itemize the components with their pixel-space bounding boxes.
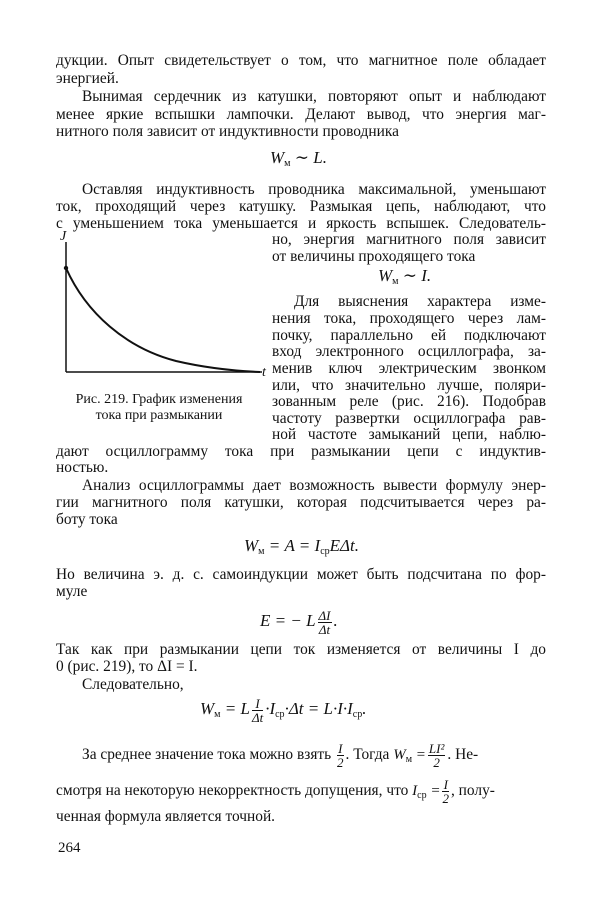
text-line: зованным реле (рис. 216). Подобрав: [272, 393, 546, 410]
text-line: Следовательно,: [82, 676, 184, 693]
text-fragment: За среднее значение тока можно взять: [82, 746, 332, 763]
text-line: ностью.: [56, 459, 109, 476]
text-line: нения тока, проходящего через лам-: [272, 310, 546, 327]
text-line-with-formula: [82, 740, 546, 770]
figure-caption-line: Рис. 219. График изменения: [75, 392, 243, 407]
figure-caption-line: тока при размыкании: [95, 408, 223, 423]
text-line: энергией.: [56, 70, 119, 87]
text-line: ченная формула является точной.: [56, 808, 276, 825]
formula-energy-vs-current: $W_м$ ∼ I.: [378, 266, 432, 287]
text-line: менив ключ электрическим звонком: [272, 360, 546, 377]
initial-current-point: [64, 266, 68, 270]
text-line: или, что значительно лучше, поляри-: [272, 377, 546, 394]
formula-work-of-current: $W_м = A = I_{ср}E\Delta t$.: [244, 536, 359, 557]
text-line: 0 (рис. 219), то ΔI = I.: [56, 658, 198, 675]
text-line: вход электронного осциллографа, за-: [272, 343, 546, 360]
text-line: дукции. Опыт свидетельствует о том, что магнитное поле обладает: [56, 52, 546, 69]
text-line: муле: [56, 583, 88, 600]
text-line: Так как при размыкании цепи ток изменяется от величины I до: [56, 641, 546, 658]
formula-derivation: $W_м = L$ $\frac{I}{\Delta t}$ $\cdot I_{ср}\cdot\Delta t = L\cdot I\cdot I_{ср}$.: [200, 695, 367, 725]
inline-formula-average-current: $I_{ср}$ = $\frac{I}{2}$: [412, 777, 449, 807]
inline-formula-half-current: $\frac{I}{2}$: [337, 741, 344, 771]
text-line: менее яркие вспышки лампочки. Делают вывод, что энергия маг-: [56, 106, 546, 123]
text-line: Для выяснения характера изме-: [294, 293, 546, 310]
text-line: дают осциллограмму тока при размыкании цепи с индуктив-: [56, 443, 546, 460]
text-line: с уменьшением тока уменьшается и яркость вспышек. Следователь-: [56, 215, 546, 232]
text-line: нитного поля зависит от индуктивности проводника: [56, 123, 399, 140]
text-line: почку, параллельно ей подключают: [272, 327, 546, 344]
text-line: Оставляя индуктивность проводника максимальной, уменьшают: [82, 181, 546, 198]
text-line: частоту развертки осциллографа рав-: [272, 410, 546, 427]
text-line: Анализ осциллограммы дает возможность вывести формулу энер-: [82, 477, 546, 494]
text-line: от величины проходящего тока: [272, 248, 476, 265]
page-number: 264: [58, 840, 81, 856]
current-decay-curve: [66, 268, 260, 372]
text-fragment: . Не-: [447, 746, 479, 763]
text-line: ной частоте замыканий цепи, наблю-: [272, 426, 546, 443]
current-decay-graph: [56, 228, 272, 378]
text-line-with-formula: [56, 776, 546, 806]
inline-formula-energy: $W_м$ = $\frac{\text{LI²}}{2}$: [393, 741, 445, 771]
formula-energy-vs-inductance: $W_м$ ∼ L.: [270, 148, 327, 169]
text-line: гии магнитного поля катушки, которая подсчитывается через ра-: [56, 494, 546, 511]
text-fragment: смотря на некоторую некорректность допущения, что: [56, 782, 409, 799]
text-line: но, энергия магнитного поля зависит: [272, 231, 546, 248]
text-line: ток, проходящий через катушку. Размыкая цепь, наблюдают, что: [56, 198, 546, 215]
y-axis-label: J: [60, 229, 67, 244]
formula-self-induction-emf: E = − L $\frac{\Delta I}{\Delta t}$ .: [260, 607, 338, 637]
text-fragment: , полу-: [450, 782, 495, 799]
text-line: боту тока: [56, 511, 118, 528]
text-fragment: . Тогда: [345, 746, 390, 763]
x-axis-label: t: [262, 365, 266, 378]
text-line: Но величина э. д. с. самоиндукции может быть подсчитана по фор-: [56, 566, 546, 583]
text-line: Вынимая сердечник из катушки, повторяют опыт и наблюдают: [82, 88, 546, 105]
